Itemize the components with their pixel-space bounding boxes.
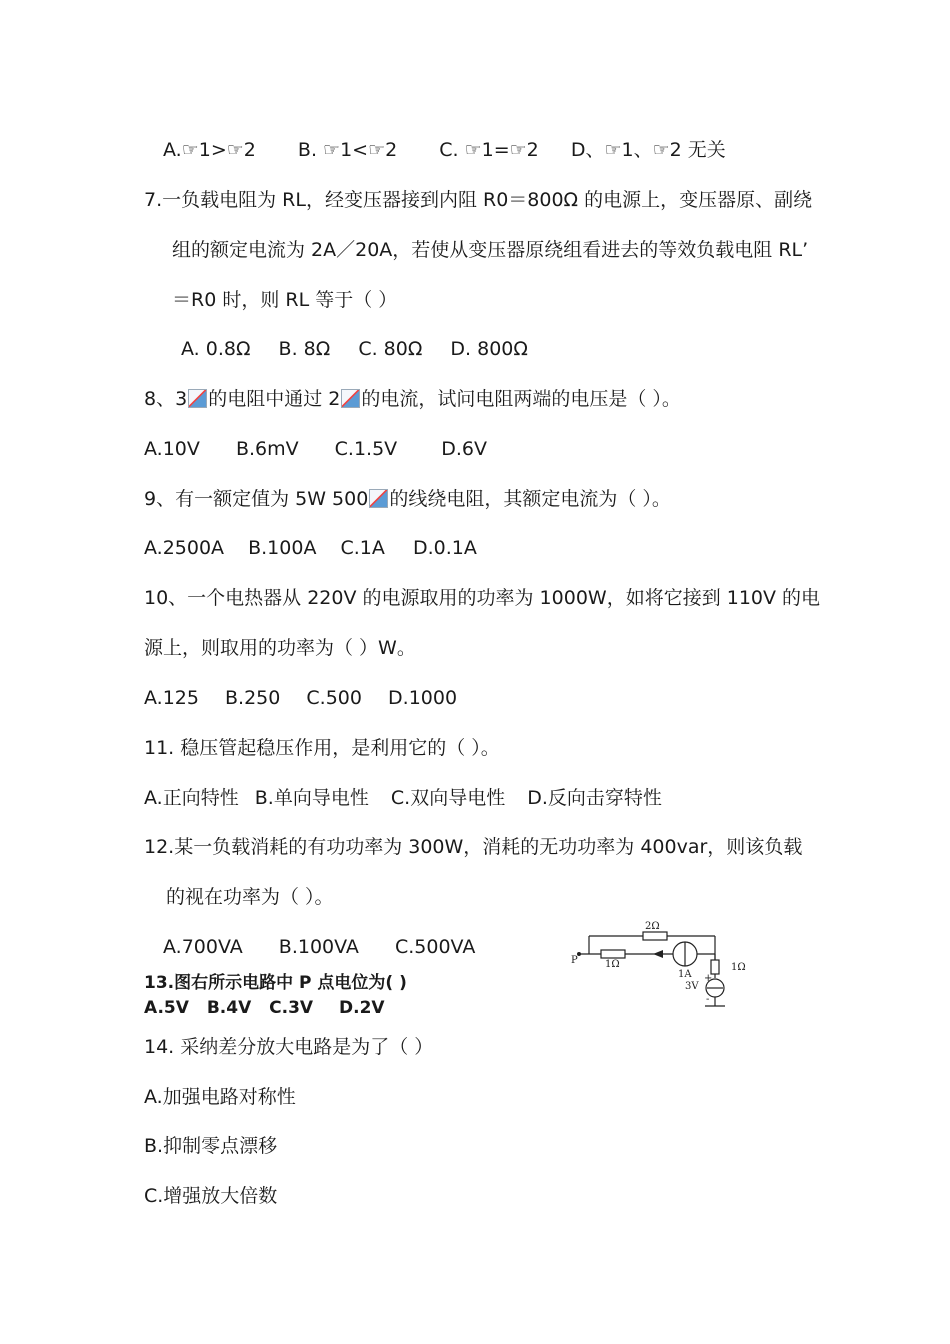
q6-option-a: A.☞1>☞2: [163, 139, 256, 161]
q14-option-a: A.加强电路对称性: [144, 1086, 296, 1108]
q7-line-2: 组的额定电流为 2A／20A，若使从变压器原绕组看进去的等效负载电阻 RL’: [172, 239, 809, 261]
q8-text-1: 8、3: [144, 388, 188, 410]
q8-option-a: A.10V: [144, 438, 200, 460]
current-arrow-icon: [653, 950, 663, 958]
q10-line-2: 源上，则取用的功率为（ ）W。: [144, 637, 416, 659]
q10-line-1: 10、一个电热器从 220V 的电源取用的功率为 1000W，如将它接到 110V 的电: [144, 587, 821, 609]
q10-option-d: D.1000: [388, 687, 458, 709]
q9-option-d: D.0.1A: [412, 537, 477, 559]
q11-option-b: B.单向导电性: [254, 787, 369, 809]
q9-text-2: 的线绕电阻，其额定电流为（ ）。: [389, 488, 671, 510]
q14-option-b: B.抑制零点漂移: [144, 1135, 278, 1157]
q13-option-c: C.3V: [269, 998, 314, 1018]
q14-line-1: 14. 采纳差分放大电路是为了（ ）: [144, 1036, 434, 1058]
broken-image-icon: [369, 489, 388, 508]
label-minus: -: [706, 994, 710, 1005]
q11-option-c: C.双向导电性: [390, 787, 506, 809]
q9-text-1: 9、有一额定值为 5W 500: [144, 488, 369, 510]
broken-image-icon: [341, 389, 360, 408]
q9-options: [144, 536, 477, 560]
q6-option-d: D、☞1、☞2 无关: [570, 139, 726, 161]
q12-option-c: C.500VA: [394, 936, 476, 958]
q7-line-1: 7.一负载电阻为 RL，经变压器接到内阻 R0＝800Ω 的电源上，变压器原、副绕: [144, 189, 813, 211]
q7-option-c: C. 80Ω: [358, 338, 423, 360]
q11-option-a: A.正向特性: [144, 787, 239, 809]
resistor-1-ohm-right: [711, 960, 719, 974]
q13-line-1: 13.图右所示电路中 P 点电位为( ): [144, 973, 407, 993]
q10-option-c: C.500: [306, 687, 362, 709]
resistor-1-ohm-left: [601, 950, 625, 958]
q13-options: [144, 997, 385, 1019]
q7-option-d: D. 800Ω: [450, 338, 528, 360]
circuit-diagram: [565, 918, 765, 1010]
q7-line-3: ＝R0 时，则 RL 等于（ ）: [172, 289, 398, 311]
label-voltage-source: 3V: [685, 981, 699, 992]
q12-line-2: 的视在功率为（ ）。: [166, 886, 334, 908]
q14-option-c: C.增强放大倍数: [144, 1185, 278, 1207]
q8-options: [144, 437, 487, 461]
q6-option-b: B. ☞1<☞2: [297, 139, 398, 161]
q6-options: [163, 138, 726, 162]
label-current-source: 1A: [678, 969, 692, 980]
q7-option-a: A. 0.8Ω: [181, 338, 251, 360]
broken-image-icon: [188, 389, 207, 408]
label-r-top: 2Ω: [645, 921, 660, 932]
q12-options: [163, 935, 475, 959]
q8-option-d: D.6V: [441, 438, 487, 460]
q13-option-a: A.5V: [144, 998, 189, 1018]
q12-option-b: B.100VA: [278, 936, 359, 958]
q11-option-d: D.反向击穿特性: [527, 787, 662, 809]
q10-option-b: B.250: [225, 687, 281, 709]
q12-option-a: A.700VA: [163, 936, 243, 958]
q7-options: [181, 337, 528, 361]
label-r-right: 1Ω: [731, 962, 746, 973]
q8-text-3: 的电流，试问电阻两端的电压是（ ）。: [361, 388, 681, 410]
q10-option-a: A.125: [144, 687, 199, 709]
q9-option-b: B.100A: [248, 537, 317, 559]
q11-line-1: 11. 稳压管起稳压作用，是利用它的（ ）。: [144, 737, 500, 759]
q13-option-b: B.4V: [206, 998, 252, 1018]
q9-stem: [144, 487, 671, 511]
q7-option-b: B. 8Ω: [278, 338, 331, 360]
q10-options: [144, 686, 457, 710]
q8-option-c: C.1.5V: [334, 438, 398, 460]
q8-option-b: B.6mV: [235, 438, 299, 460]
label-point-p: P: [571, 955, 578, 966]
label-r-left: 1Ω: [605, 959, 620, 970]
q9-option-a: A.2500A: [144, 537, 225, 559]
q8-text-2: 的电阻中通过 2: [208, 388, 341, 410]
q13-option-d: D.2V: [339, 998, 385, 1018]
resistor-2-ohm: [643, 932, 667, 940]
q12-line-1: 12.某一负载消耗的有功功率为 300W，消耗的无功功率为 400var，则该负载: [144, 836, 803, 858]
q8-stem: [144, 387, 681, 411]
q9-option-c: C.1A: [340, 537, 385, 559]
label-plus: +: [704, 973, 713, 984]
q11-options: [144, 786, 662, 810]
q6-option-c: C. ☞1=☞2: [439, 139, 539, 161]
